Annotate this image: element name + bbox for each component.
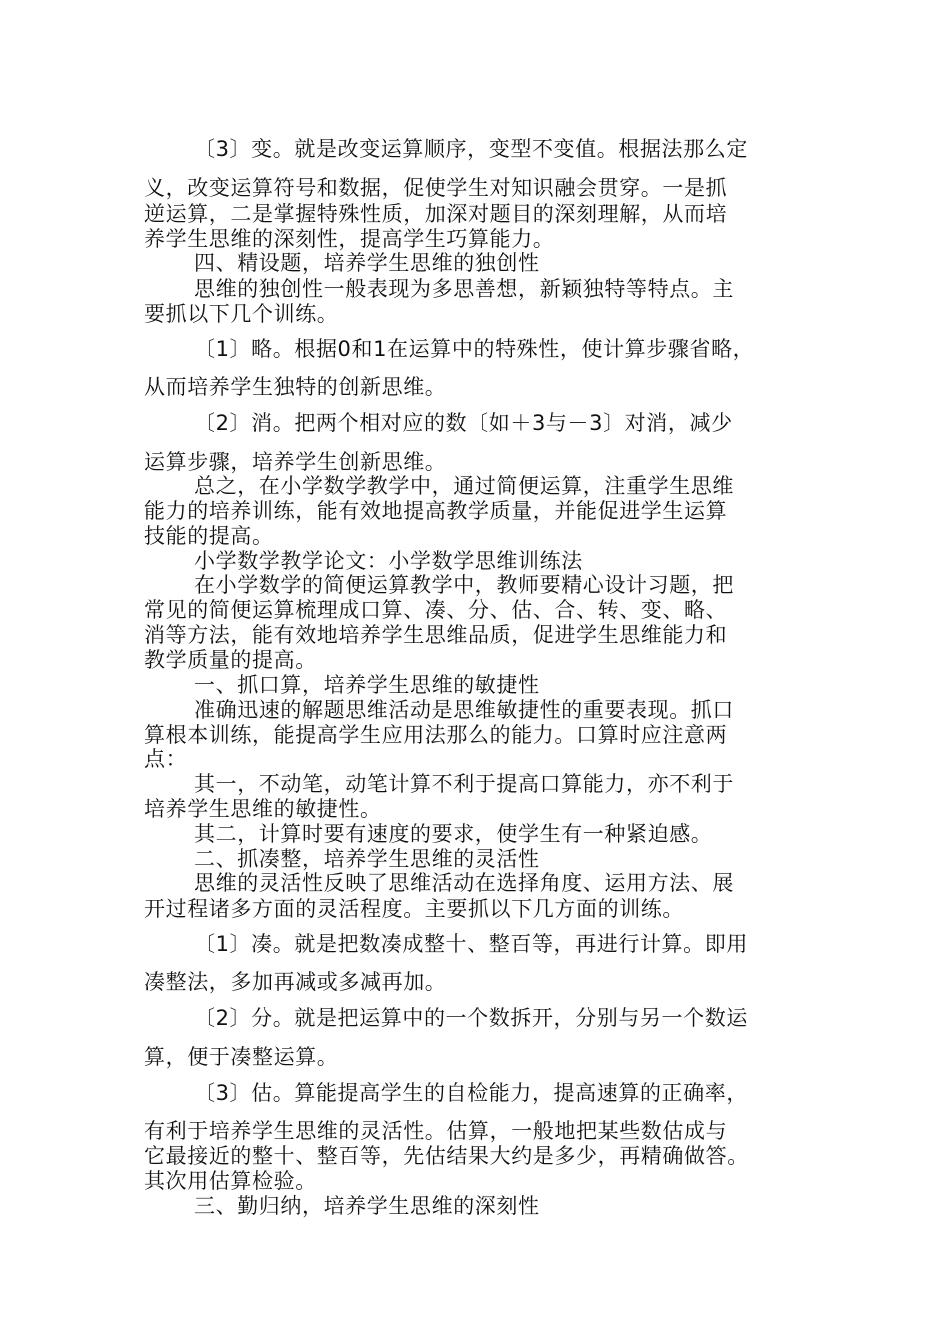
text-line: 凑整法，多加再减或多减再加。: [144, 970, 447, 994]
text-line: 要抓以下几个训练。: [144, 302, 339, 326]
text-line: 算，便于凑整运算。: [144, 1045, 339, 1069]
text-line: 算根本训练，能提高学生应用法那么的能力。口算时应注意两: [144, 723, 728, 747]
text-line: 它最接近的整十、整百等，先估结果大约是多少，再精确做答。: [144, 1144, 749, 1168]
text-line: 准确迅速的解题思维活动是思维敏捷性的重要表现。抓口: [194, 698, 734, 722]
text-line: 〔2〕分。就是把运算中的一个数拆开，分别与另一个数运: [194, 1006, 748, 1030]
text-line: 开过程诸多方面的灵活程度。主要抓以下几方面的训练。: [144, 897, 684, 921]
text-line: 有利于培养学生思维的灵活性。估算，一般地把某些数估成与: [144, 1119, 728, 1143]
text-line: 〔3〕变。就是改变运算顺序，变型不变值。根据法那么定: [194, 137, 748, 161]
text-line: 能力的培养训练，能有效地提高教学质量，并能促进学生运算: [144, 499, 728, 523]
text-line: 其次用估算检验。: [144, 1169, 317, 1193]
text-line: 养学生思维的深刻性，提高学生巧算能力。: [144, 227, 555, 251]
text-line: 运算步骤，培养学生创新思维。: [144, 450, 447, 474]
text-line: 总之，在小学数学教学中，通过简便运算，注重学生思维: [194, 474, 734, 498]
section-heading: 二、抓凑整，培养学生思维的灵活性: [194, 847, 540, 871]
text-line: 点：: [144, 747, 188, 771]
text-line: 常见的简便运算梳理成口算、凑、分、估、合、转、变、略、: [144, 598, 728, 622]
text-line: 逆运算，二是掌握特殊性质，加深对题目的深刻理解，从而培: [144, 202, 728, 226]
section-heading: 四、精设题，培养学生思维的独创性: [194, 251, 540, 275]
text-line: 思维的灵活性反映了思维活动在选择角度、运用方法、展: [194, 871, 734, 895]
article-title: 小学数学教学论文：小学数学思维训练法: [194, 549, 583, 573]
section-heading: 三、勤归纳，培养学生思维的深刻性: [194, 1194, 540, 1218]
text-line: 义，改变运算符号和数据，促使学生对知识融会贯穿。一是抓: [144, 176, 728, 200]
text-line: 思维的独创性一般表现为多思善想，新颖独特等特点。主: [194, 277, 734, 301]
text-line: 〔3〕估。算能提高学生的自检能力，提高速算的正确率，: [194, 1081, 748, 1105]
text-line: 〔1〕凑。就是把数凑成整十、整百等，再进行计算。即用: [194, 932, 748, 956]
text-line: 消等方法，能有效地培养学生思维品质，促进学生思维能力和: [144, 623, 728, 647]
text-line: 培养学生思维的敏捷性。: [144, 797, 382, 821]
section-heading: 一、抓口算，培养学生思维的敏捷性: [194, 673, 540, 697]
text-line: 其二，计算时要有速度的要求，使学生有一种紧迫感。: [194, 822, 713, 846]
text-line: 教学质量的提高。: [144, 648, 317, 672]
text-line: 技能的提高。: [144, 524, 274, 548]
text-line: 在小学数学的简便运算教学中，教师要精心设计习题，把: [194, 573, 734, 597]
text-line: 从而培养学生独特的创新思维。: [144, 375, 447, 399]
text-line: 其一，不动笔，动笔计算不利于提高口算能力，亦不利于: [194, 772, 734, 796]
text-line: 〔1〕略。根据0和1在运算中的特殊性，使计算步骤省略，: [194, 337, 755, 361]
text-line: 〔2〕消。把两个相对应的数〔如＋3与－3〕对消，减少: [194, 411, 733, 435]
